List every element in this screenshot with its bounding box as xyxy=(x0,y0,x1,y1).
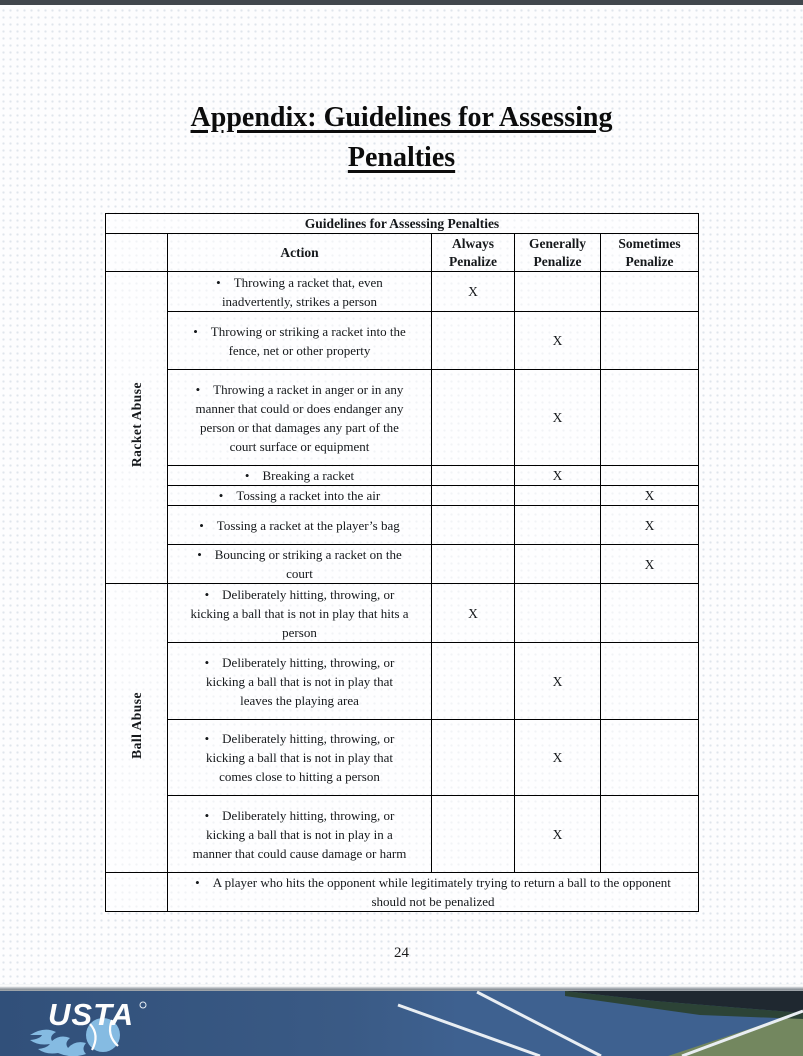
header-empty xyxy=(106,234,168,272)
sometimes-cell xyxy=(601,466,699,486)
bullet-icon: • xyxy=(193,323,198,339)
bullet-icon: • xyxy=(204,807,210,823)
group-label-racket-abuse: Racket Abuse xyxy=(106,272,168,584)
page-title-line1: Appendix: Guidelines for Assessing xyxy=(190,102,613,133)
group-label-ball-abuse: Ball Abuse xyxy=(106,584,168,873)
action-cell: • Throwing or striking a racket into the fence, net or other property xyxy=(168,312,432,370)
page-number: 24 xyxy=(394,945,409,961)
table-row xyxy=(106,545,699,584)
bullet-icon: • xyxy=(244,468,250,483)
table-row xyxy=(106,370,699,466)
sometimes-cell xyxy=(601,720,699,796)
footer-silver-bar xyxy=(0,984,803,991)
sometimes-cell: X xyxy=(601,545,699,584)
header-always-penalize: Always Penalize xyxy=(432,234,515,272)
footnote-cell: • A player who hits the opponent while legitimately trying to return a ball to the opponent should not be penalized xyxy=(168,873,699,912)
sometimes-cell xyxy=(601,584,699,643)
generally-cell xyxy=(515,545,601,584)
generally-cell: X xyxy=(515,312,601,370)
always-cell xyxy=(432,796,515,873)
sometimes-cell xyxy=(601,643,699,720)
top-border-bar xyxy=(0,0,803,5)
generally-cell xyxy=(515,584,601,643)
always-cell xyxy=(432,720,515,796)
always-cell xyxy=(432,643,515,720)
table-title: Guidelines for Assessing Penalties xyxy=(106,214,699,234)
action-cell: • Deliberately hitting, throwing, or kicking a ball that is not in play that comes close to hitting a person xyxy=(168,720,432,796)
footer-banner xyxy=(0,984,803,1056)
action-cell: • Throwing a racket in anger or in any manner that could or does endanger any person or that damages any part of the court surface or equipment xyxy=(168,370,432,466)
generally-cell: X xyxy=(515,466,601,486)
page-title xyxy=(0,98,803,178)
always-cell xyxy=(432,370,515,466)
always-cell xyxy=(432,486,515,506)
table-row xyxy=(106,584,699,643)
table-row xyxy=(106,486,699,506)
table-row xyxy=(106,796,699,873)
header-sometimes-penalize: Sometimes Penalize xyxy=(601,234,699,272)
page-title-line2: Penalties xyxy=(347,142,456,173)
action-cell: • Throwing a racket that, even inadvertently, strikes a person xyxy=(168,272,432,312)
generally-cell: X xyxy=(515,370,601,466)
always-cell: X xyxy=(432,584,515,643)
bullet-icon: • xyxy=(204,586,210,602)
bullet-icon: • xyxy=(195,875,200,890)
sometimes-cell xyxy=(601,370,699,466)
tennis-court-photo xyxy=(0,991,803,1056)
sometimes-cell: X xyxy=(601,506,699,545)
table-row xyxy=(106,272,699,312)
action-cell: • Deliberately hitting, throwing, or kicking a ball that is not in play that hits a person xyxy=(168,584,432,643)
action-cell: • Tossing a racket into the air xyxy=(168,486,432,506)
penalties-table xyxy=(105,213,699,912)
sometimes-cell xyxy=(601,312,699,370)
action-cell: • Breaking a racket xyxy=(168,466,432,486)
sometimes-cell xyxy=(601,796,699,873)
table-row xyxy=(106,312,699,370)
action-cell: • Tossing a racket at the player’s bag xyxy=(168,506,432,545)
table-row xyxy=(106,643,699,720)
bullet-icon: • xyxy=(199,517,204,533)
bullet-icon: • xyxy=(197,547,202,562)
logo-wordmark: USTA xyxy=(48,997,135,1032)
action-cell: • Bouncing or striking a racket on the court xyxy=(168,545,432,584)
bullet-icon: • xyxy=(204,731,210,746)
generally-cell xyxy=(515,272,601,312)
footnote-row xyxy=(106,873,699,912)
table-row xyxy=(106,506,699,545)
header-generally-penalize: Generally Penalize xyxy=(515,234,601,272)
action-cell: • Deliberately hitting, throwing, or kicking a ball that is not in play that leaves the playing area xyxy=(168,643,432,720)
always-cell xyxy=(432,466,515,486)
bullet-icon: • xyxy=(216,274,221,290)
sometimes-cell xyxy=(601,272,699,312)
generally-cell xyxy=(515,486,601,506)
table-row xyxy=(106,720,699,796)
always-cell xyxy=(432,312,515,370)
footnote-empty-cell xyxy=(106,873,168,912)
table-row xyxy=(106,466,699,486)
always-cell xyxy=(432,506,515,545)
header-action: Action xyxy=(168,234,432,272)
bullet-icon: • xyxy=(204,654,210,670)
generally-cell: X xyxy=(515,643,601,720)
always-cell xyxy=(432,545,515,584)
bullet-icon: • xyxy=(195,381,201,397)
sometimes-cell: X xyxy=(601,486,699,506)
generally-cell: X xyxy=(515,720,601,796)
generally-cell: X xyxy=(515,796,601,873)
always-cell: X xyxy=(432,272,515,312)
bullet-icon: • xyxy=(218,488,224,503)
action-cell: • Deliberately hitting, throwing, or kicking a ball that is not in play in a manner that could cause damage or harm xyxy=(168,796,432,873)
generally-cell xyxy=(515,506,601,545)
